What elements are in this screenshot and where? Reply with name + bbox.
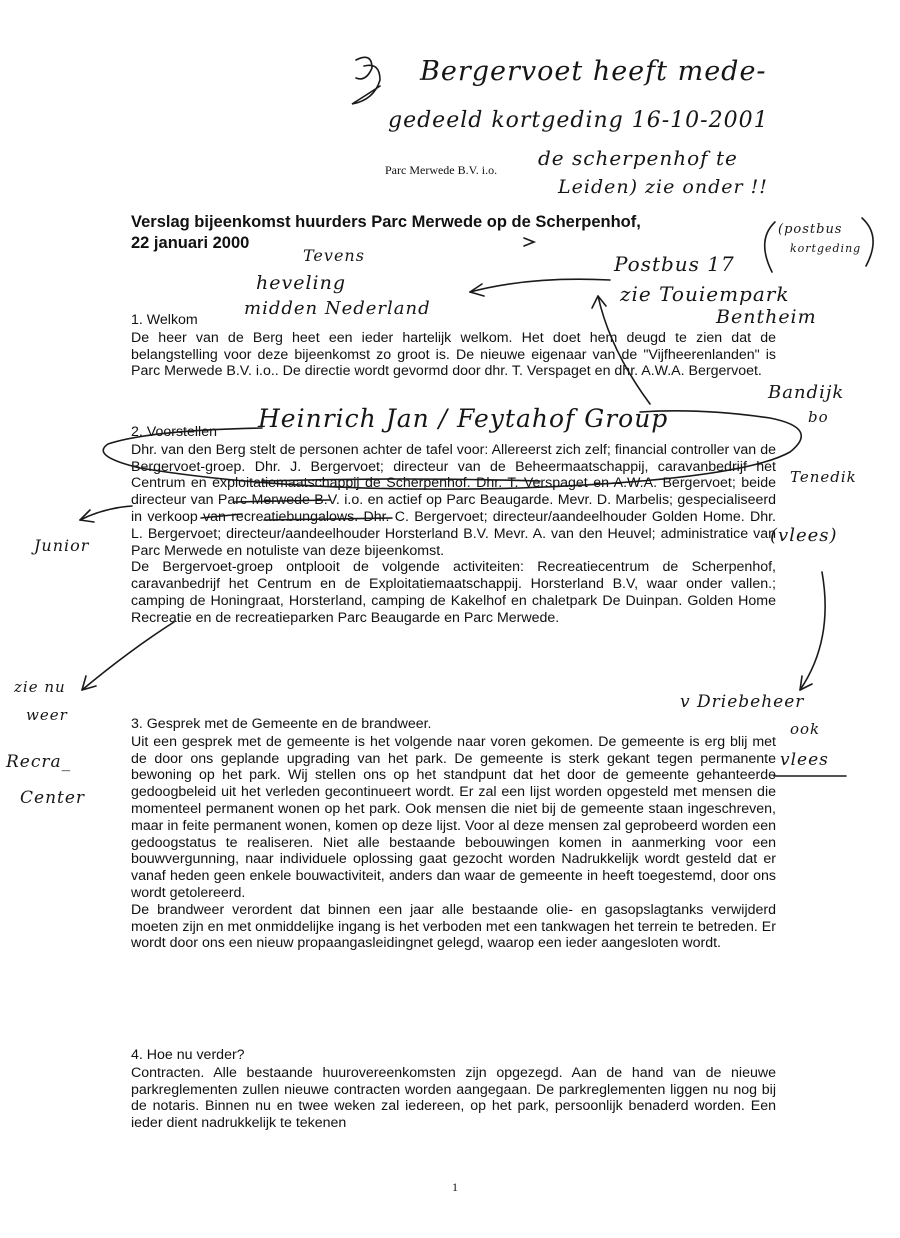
handwritten-note: (vlees) — [770, 525, 838, 546]
handwritten-note: kortgeding — [790, 242, 862, 255]
arrow-junior — [80, 506, 132, 520]
handwritten-note: (postbus — [778, 222, 843, 237]
handwritten-note: Heinrich Jan / Feytahof Group — [258, 404, 669, 433]
title-line-2: 22 januari 2000 — [131, 234, 250, 252]
arrow-zie-nu — [82, 622, 174, 690]
section-heading: 1. Welkom — [131, 312, 198, 328]
arrow-head — [470, 284, 484, 296]
arrow-right-margin — [800, 572, 825, 690]
handwritten-note: Bandijk — [768, 382, 845, 403]
handwritten-note: midden Nederland — [244, 298, 431, 319]
arrow-head — [800, 676, 812, 690]
arrow-head — [82, 676, 96, 690]
handwritten-note: Center — [20, 788, 86, 808]
arrow-postbus-left — [470, 279, 610, 292]
arrow-head — [80, 510, 94, 522]
section-heading: 2. Voorstellen — [131, 424, 217, 440]
margin-scribble — [352, 57, 380, 104]
section-body: Uit een gesprek met de gemeente is het volgende naar voren gekomen. De gemeente is erg blij met de door ons geplande upgrading van het park. De gemeente is sterk gekant tegen permanente bewoning op het park. Wij stellen ons op het standpunt dat het door de gemeente gehanteerde gedoogbeleid uit het verleden gecontinueert wordt. Er zal een lijst worden opgesteld met mensen die momenteel permanent wonen op het park. Ook mensen die niet bij de gemeente staan ingeschreven, maar in feite permanent wonen, komen op deze lijst. Voor al deze mensen zal geprobeerd worden een gedoogstatus te realiseren. Niet alle bestaande bebouwingen komen in aanmerking voor een bouwvergunning, naar individuele oplossing gaat gezocht worden Nadrukkelijk wordt gesteld dat er vanaf heden geen enkele bouwactiviteit, anders dan waar de gemeente in heeft toegestemd, door ons wordt getolereerd. — [131, 733, 776, 901]
section-body: Contracten. Alle bestaande huurovereenkomsten zijn opgezegd. Aan de hand van de nieuwe parkreglementen zullen nieuwe contracten worden aangegaan. De parkreglementen liggen nu nog bij de notaris. Binnen nu en twee weken zal iedereen, op het park, persoonlijk benaderd worden. Een ieder dient nadrukkelijk te tekenen — [131, 1064, 776, 1132]
handwritten-note: Junior — [34, 536, 90, 555]
company-name: Parc Merwede B.V. i.o. — [385, 163, 498, 177]
handwritten-note: bo — [808, 408, 829, 426]
handwritten-note: weer — [26, 706, 68, 724]
handwritten-note: v Driebeheer — [680, 692, 805, 712]
document-title — [131, 212, 791, 254]
section-heading: 4. Hoe nu verder? — [131, 1047, 245, 1063]
handwritten-note: Leiden) zie onder !! — [558, 176, 768, 198]
handwritten-note: Bergervoet heeft mede- — [420, 56, 767, 87]
arrow-head — [592, 296, 606, 308]
handwritten-note: Recra_ — [6, 752, 72, 772]
section-body: De Bergervoet-groep ontplooit de volgende activiteiten: Recreatiecentrum de Scherpenhof, caravanbedrijf het Centrum en de Exploitatiemaatschappij. Horsterland B.V, waar onder vallen.; camping de Honingraat, Horsterland, camping de Kakelhof en chaletpark De Duinpan. Golden Home Recreatie en de recreatieparken Parc Beaugarde en Parc Merwede. — [131, 559, 776, 626]
handwritten-note: zie Touiempark — [620, 282, 790, 306]
handwritten-note: Postbus 17 — [614, 252, 735, 276]
handwritten-note: Tevens — [303, 246, 365, 265]
page-number: 1 — [452, 1180, 458, 1194]
handwritten-note: zie nu — [14, 678, 66, 696]
postbus-parenthesis — [862, 218, 873, 266]
section-body: De brandweer verordent dat binnen een jaar alle bestaande olie- en gasopslagtanks verwijderd moeten zijn en met onmiddelijke ingang is het verboden met een tankwagen het terrein te betreden. Er wordt door ons een nieuw propaangasleidingnet gelegd, waarop een ieder aangesloten wordt. — [131, 901, 776, 952]
section-voorstellen — [131, 424, 776, 627]
section-body: Dhr. van den Berg stelt de personen achter de tafel voor: Allereerst zich zelf; financial controller van de Bergervoet-groep. Dhr. J. Bergervoet; directeur van de Beheermaatschappij, caravanbedrijf het Centrum en exploitatiemaatschappij de Scherpenhof. Dhr. T. Verspaget en A.W.A. Bergervoet; beide directeur van Parc Merwede B.V. i.o. en actief op Parc Beaugarde. Mevr. D. Marbelis; gespecialiseerd in verkoop van recreatiebungalows. Dhr. C. Bergervoet; directeur/aandeelhouder Golden Home. Dhr. L. Bergervoet; directeur/aandeelhouder Horsterland B.V. Mevr. A. van den Heuvel; administratice van Parc Merwede en notuliste van deze bijeenkomst. — [131, 441, 776, 559]
handwritten-note: heveling — [256, 272, 347, 294]
section-heading: 3. Gesprek met de Gemeente en de brandweer. — [131, 716, 432, 732]
section-gemeente-brandweer — [131, 716, 776, 952]
handwritten-note: vlees — [780, 750, 829, 770]
handwritten-note: Tenedik — [790, 468, 857, 486]
title-line-1: Verslag bijeenkomst huurders Parc Merwede op de Scherpenhof, — [131, 213, 641, 231]
handwritten-note: Bentheim — [716, 306, 817, 328]
section-hoe-nu-verder — [131, 1047, 776, 1132]
section-welkom — [131, 312, 776, 380]
section-body: De heer van de Berg heet een ieder hartelijk welkom. Het doet hem deugd te zien dat de belangstelling voor deze bijeenkomst zo groot is. De nieuwe eigenaar van de "Vijfheerenlanden" is Parc Merwede B.V. i.o.. De directie wordt gevormd door dhr. T. Verspaget en dhr. A.W.A. Bergervoet. — [131, 329, 776, 380]
handwritten-note: de scherpenhof te — [538, 146, 738, 170]
handwritten-note: ook — [790, 720, 821, 738]
handwritten-note: gedeeld kortgeding 16-10-2001 — [388, 108, 769, 133]
